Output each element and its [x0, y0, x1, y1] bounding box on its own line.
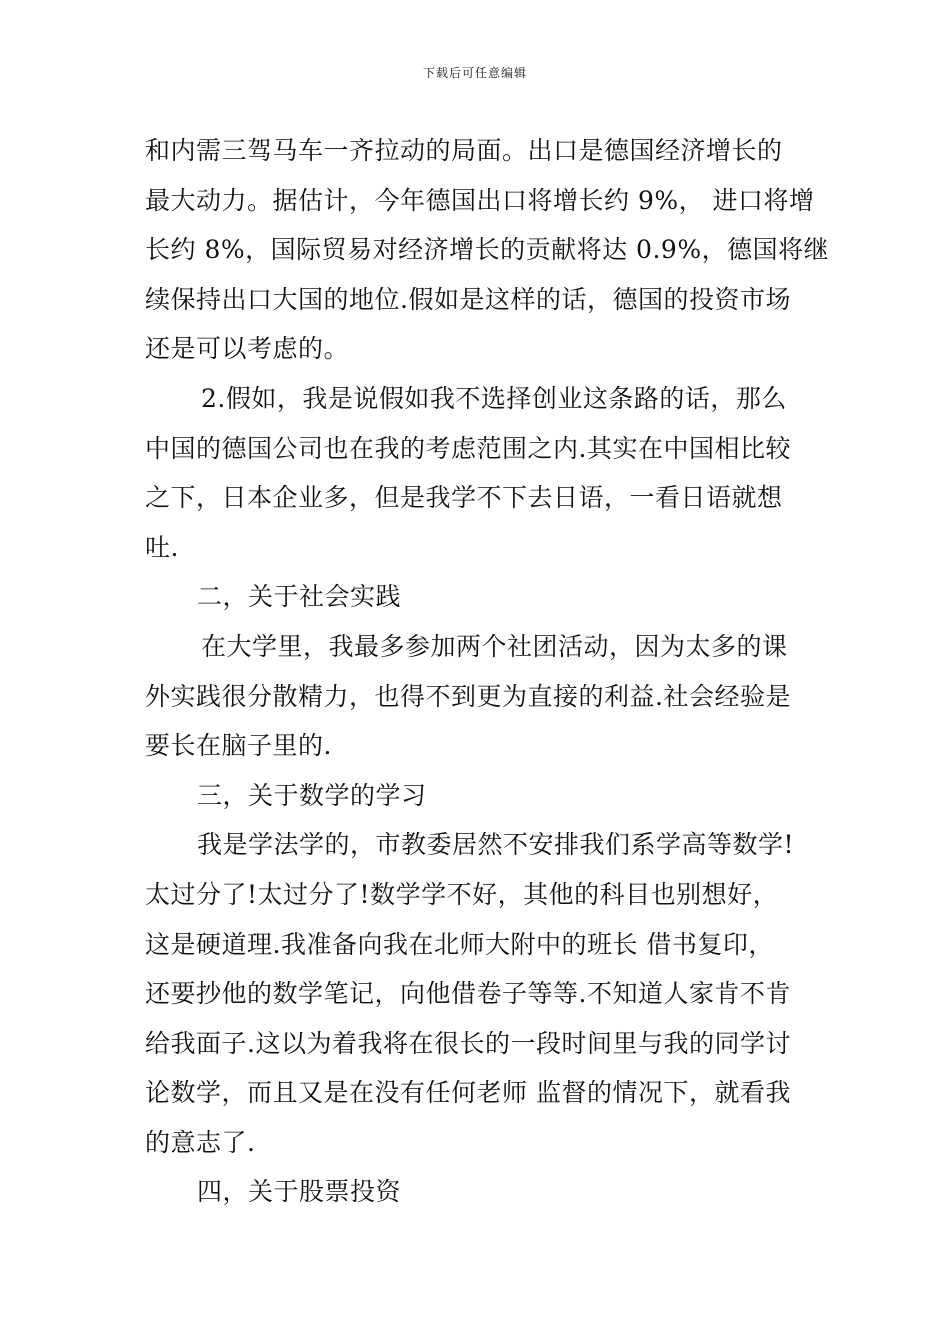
paragraph-line: 之下，日本企业多，但是我学不下去日语，一看日语就想: [145, 483, 783, 513]
paragraph-line: 续保持出口大国的地位.假如是这样的话，德国的投资市场: [145, 284, 791, 314]
paragraph-line: 给我面子.这以为着我将在很长的一段时间里与我的同学讨: [145, 1028, 791, 1058]
paragraph-line: 吐.: [145, 532, 179, 562]
section-heading: 二，关于社会实践: [197, 582, 402, 612]
section-heading: 三，关于数学的学习: [197, 780, 427, 810]
paragraph-line: 2.假如，我是说假如我不选择创业这条路的话，那么: [201, 383, 787, 413]
paragraph-line: 最大动力。据估计，今年德国出口将增长约 9%， 进口将增: [145, 185, 815, 215]
paragraph-line: 长约 8%，国际贸易对经济增长的贡献将达 0.9%，德国将继: [145, 235, 830, 265]
section-heading: 四，关于股票投资: [197, 1177, 402, 1207]
paragraph-line: 和内需三驾马车一齐拉动的局面。出口是德国经济增长的: [145, 136, 783, 165]
paragraph-line: 的意志了.: [145, 1127, 256, 1157]
document-body: [145, 126, 830, 1217]
paragraph-line: 外实践很分散精力，也得不到更为直接的利益.社会经验是: [145, 681, 791, 711]
paragraph-line: 要长在脑子里的.: [145, 731, 332, 761]
paragraph-line: 论数学，而且又是在没有任何老师 监督的情况下，就看我: [145, 1078, 791, 1108]
paragraph-line: 这是硬道理.我准备向我在北师大附中的班长 借书复印，: [145, 929, 774, 959]
paragraph-line: 还要抄他的数学笔记，向他借卷子等等.不知道人家肯不肯: [145, 979, 791, 1009]
header-note: 下载后可任意编辑: [422, 66, 527, 80]
paragraph-line: 中国的德国公司也在我的考虑范围之内.其实在中国相比较: [145, 433, 791, 463]
paragraph-line: 在大学里，我最多参加两个社团活动，因为太多的课: [201, 631, 788, 661]
paragraph-line: 我是学法学的，市教委居然不安排我们系学高等数学!: [197, 830, 795, 860]
paragraph-line: 太过分了!太过分了!数学学不好，其他的科目也别想好，: [145, 879, 779, 909]
paragraph-line: 还是可以考虑的。: [145, 334, 350, 364]
